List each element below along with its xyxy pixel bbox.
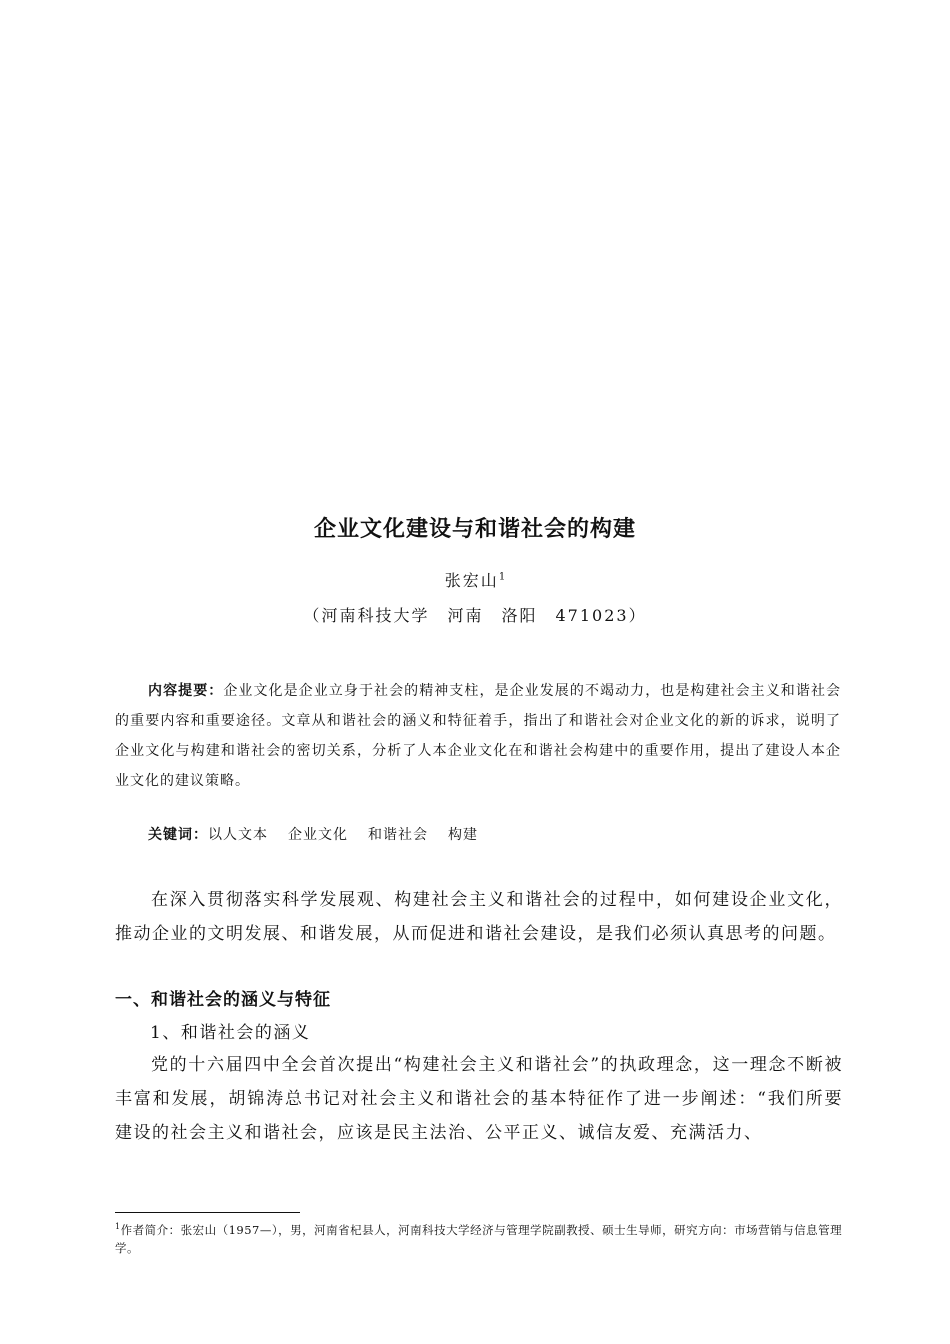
abstract-label: 内容提要：	[148, 683, 224, 699]
affiliation-institution: 河南科技大学	[321, 606, 430, 625]
author-name: 张宏山	[444, 571, 499, 590]
body-paragraph: 党的十六届四中全会首次提出“构建社会主义和谐社会”的执政理念，这一理念不断被丰富和发展，胡锦涛总书记对社会主义和谐社会的基本特征作了进一步阐述：“我们所要建设的社会主义和谐社会，应该是民主法治、公平正义、诚信友爱、充满活力、	[115, 1055, 843, 1143]
subsection-heading: 1、和谐社会的涵义	[150, 1023, 311, 1043]
footnote-text: 作者简介：张宏山（1957—），男，河南省杞县人，河南科技大学经济与管理学院副教授、硕士生导师，研究方向：市场营销与信息管理学。	[115, 1222, 843, 1255]
keyword-item: 企业文化	[288, 827, 348, 843]
keyword-item: 以人文本	[208, 827, 268, 843]
keyword-item: 和谐社会	[368, 827, 428, 843]
section-heading: 一、和谐社会的涵义与特征	[115, 990, 331, 1010]
abstract	[115, 676, 841, 796]
footnote-rule	[115, 1212, 300, 1213]
affiliation-province: 河南	[447, 606, 484, 625]
affiliation-line	[0, 603, 950, 626]
affiliation-postcode: 471023	[555, 606, 629, 625]
author-note-marker: 1	[498, 571, 506, 583]
keyword-item: 构建	[448, 827, 478, 843]
affiliation-city: 洛阳	[501, 606, 538, 625]
footnote-marker: 1	[115, 1222, 121, 1231]
affiliation-open: （	[303, 606, 322, 625]
abstract-text: 企业文化是企业立身于社会的精神支柱，是企业发展的不竭动力，也是构建社会主义和谐社会的重要内容和重要途径。文章从和谐社会的涵义和特征着手，指出了和谐社会对企业文化的新的诉求，说明了企业文化与构建和谐社会的密切关系，分析了人本企业文化在和谐社会构建中的重要作用，提出了建设人本企业文化的建议策略。	[115, 683, 842, 789]
keywords-label: 关键词：	[148, 827, 208, 843]
affiliation-close: ）	[628, 606, 647, 625]
paper-title: 企业文化建设与和谐社会的构建	[313, 517, 636, 542]
intro-paragraph: 在深入贯彻落实科学发展观、构建社会主义和谐社会的过程中，如何建设企业文化，推动企业的文明发展、和谐发展，从而促进和谐社会建设，是我们必须认真思考的问题。	[115, 890, 843, 944]
author-line	[0, 568, 950, 591]
footnote	[115, 1218, 843, 1257]
keywords	[148, 820, 498, 850]
